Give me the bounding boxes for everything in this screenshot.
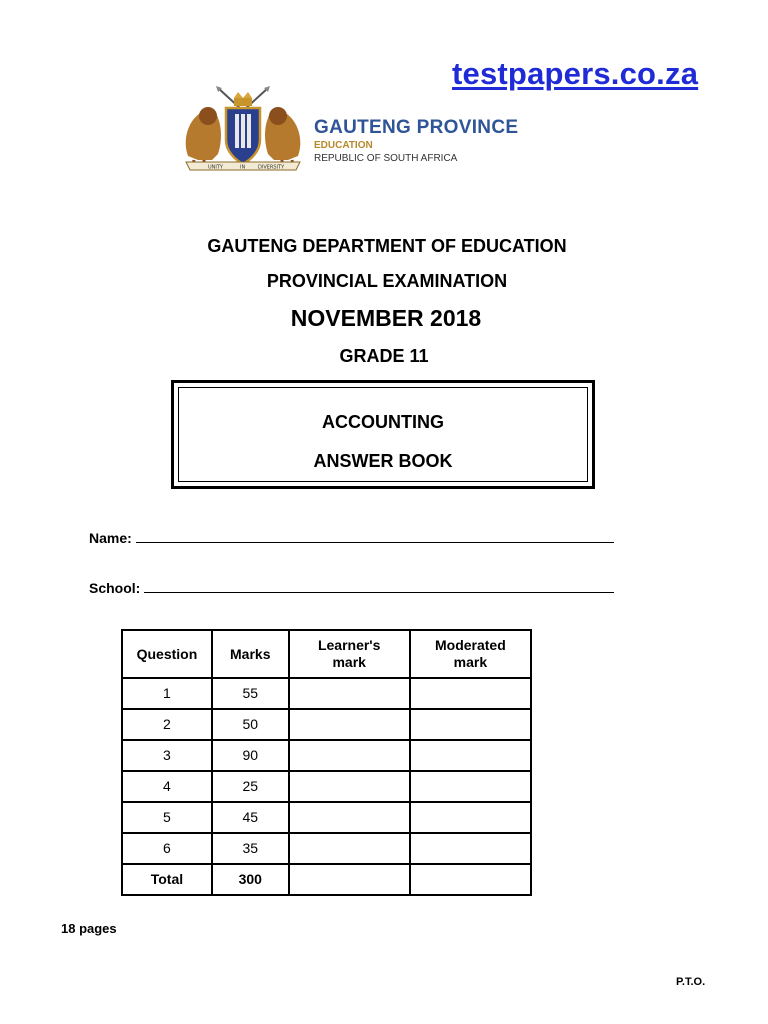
table-row: [122, 740, 531, 771]
department-heading: GAUTENG DEPARTMENT OF EDUCATION: [207, 236, 567, 256]
name-label: Name:: [89, 530, 132, 546]
table-total-row: [122, 864, 531, 895]
cell-moderated-mark[interactable]: [410, 678, 531, 709]
subject-box: [171, 380, 595, 489]
page-count: 18 pages: [61, 921, 117, 936]
cell-moderated-mark[interactable]: [410, 709, 531, 740]
header-moderated-mark: [410, 630, 531, 678]
testpapers-link[interactable]: testpapers.co.za: [452, 56, 699, 91]
exam-date: NOVEMBER 2018: [290, 305, 482, 331]
cell-learner-mark[interactable]: [289, 833, 410, 864]
name-field-row: [89, 528, 614, 546]
school-field-line[interactable]: [144, 578, 614, 593]
table-row: [122, 771, 531, 802]
cell-moderated-mark[interactable]: [410, 771, 531, 802]
subject-box-inner: [178, 387, 588, 482]
exam-heading: PROVINCIAL EXAMINATION: [266, 271, 508, 291]
cell-learner-mark[interactable]: [289, 740, 410, 771]
cell-question: 5: [122, 802, 212, 833]
header-learners-mark: [289, 630, 410, 678]
school-field-row: [89, 578, 614, 596]
name-field-line[interactable]: [136, 528, 614, 543]
cell-total-moderated-mark[interactable]: [410, 864, 531, 895]
grade-heading: GRADE 11: [339, 346, 429, 366]
cell-total-marks: 300: [212, 864, 289, 895]
school-label: School:: [89, 580, 141, 596]
gauteng-logo: [178, 84, 550, 178]
cell-marks: 25: [212, 771, 289, 802]
cell-question: 4: [122, 771, 212, 802]
cell-moderated-mark[interactable]: [410, 802, 531, 833]
cell-learner-mark[interactable]: [289, 678, 410, 709]
coat-of-arms-icon: [178, 84, 308, 178]
cell-question: 1: [122, 678, 212, 709]
cell-question: 3: [122, 740, 212, 771]
subject-name: ACCOUNTING: [322, 412, 444, 432]
cell-question: 2: [122, 709, 212, 740]
table-header-row: [122, 630, 531, 678]
cell-total-label: Total: [122, 864, 212, 895]
cell-marks: 45: [212, 802, 289, 833]
cell-moderated-mark[interactable]: [410, 833, 531, 864]
table-row: [122, 709, 531, 740]
cell-learner-mark[interactable]: [289, 709, 410, 740]
cell-total-learner-mark[interactable]: [289, 864, 410, 895]
marks-table: [121, 629, 532, 896]
motto-right: DIVERSITY: [258, 164, 285, 171]
header-question: Question: [122, 630, 212, 678]
cell-learner-mark[interactable]: [289, 802, 410, 833]
cell-marks: 90: [212, 740, 289, 771]
header-marks: Marks: [212, 630, 289, 678]
cell-moderated-mark[interactable]: [410, 740, 531, 771]
cell-marks: 35: [212, 833, 289, 864]
table-row: [122, 802, 531, 833]
cell-learner-mark[interactable]: [289, 771, 410, 802]
cell-question: 6: [122, 833, 212, 864]
table-row: [122, 833, 531, 864]
province-country: REPUBLIC OF SOUTH AFRICA: [314, 153, 458, 164]
cell-marks: 55: [212, 678, 289, 709]
header-moderated-mark-text: Moderated mark: [434, 637, 506, 670]
cell-marks: 50: [212, 709, 289, 740]
table-row: [122, 678, 531, 709]
motto-mid: IN: [240, 164, 246, 171]
province-department: EDUCATION: [314, 140, 373, 151]
motto-left: UNITY: [208, 164, 223, 171]
answer-book-label: ANSWER BOOK: [313, 451, 453, 471]
pto-label: P.T.O.: [676, 976, 706, 988]
header-learners-mark-text: Learner's mark: [317, 637, 381, 670]
province-name: GAUTENG PROVINCE: [314, 117, 519, 138]
